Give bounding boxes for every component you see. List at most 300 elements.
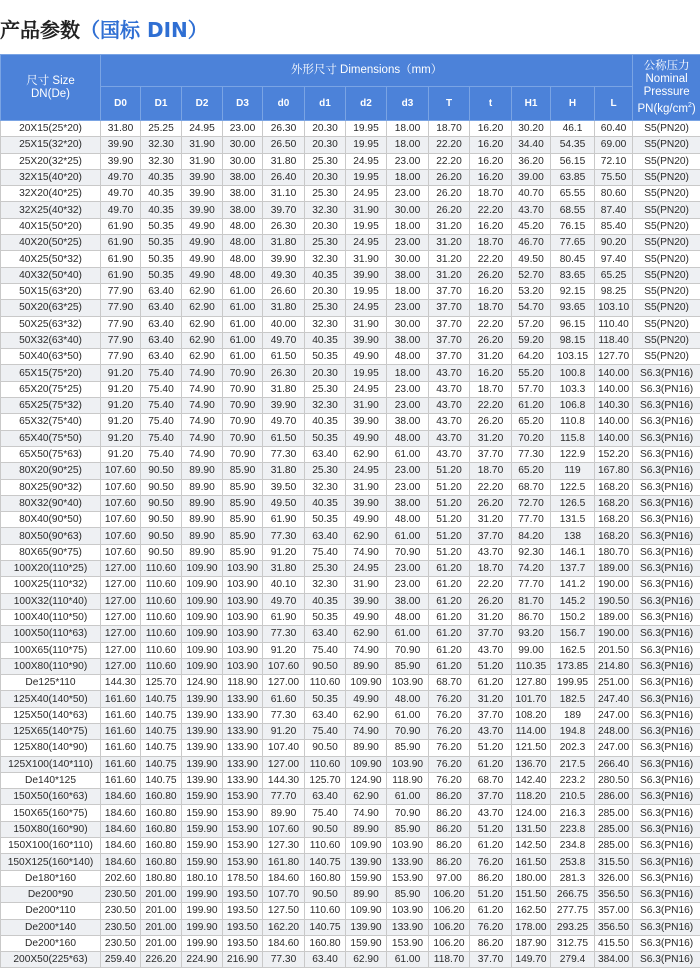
dim-cell-d3: 133.90 bbox=[223, 707, 263, 723]
pressure-cell: S6.3(PN16) bbox=[633, 903, 700, 919]
dim-cell-d3: 48.00 bbox=[387, 349, 429, 365]
size-cell: 40X25(50*32) bbox=[1, 251, 101, 267]
pressure-cell: S5(PN20) bbox=[633, 267, 700, 283]
dim-cell-d2: 31.90 bbox=[346, 398, 387, 414]
dim-cell-h1: 49.50 bbox=[512, 251, 551, 267]
dim-cell-h: 83.65 bbox=[551, 267, 595, 283]
dim-cell-d0: 127.00 bbox=[263, 675, 305, 691]
dim-cell-d0: 184.60 bbox=[101, 854, 141, 870]
table-row bbox=[1, 398, 700, 414]
dim-cell-t: 51.20 bbox=[429, 495, 470, 511]
dim-cell-d2: 89.90 bbox=[182, 495, 223, 511]
dim-cell-l: 247.40 bbox=[595, 691, 633, 707]
dim-cell-t: 31.20 bbox=[429, 218, 470, 234]
size-cell: De125*110 bbox=[1, 675, 101, 691]
dim-cell-d3: 193.50 bbox=[223, 935, 263, 951]
dim-cell-t: 22.20 bbox=[470, 316, 512, 332]
size-cell: 65X15(75*20) bbox=[1, 365, 101, 381]
dim-cell-d3: 38.00 bbox=[387, 495, 429, 511]
dim-cell-d3: 85.90 bbox=[387, 886, 429, 902]
dim-cell-d3: 103.90 bbox=[223, 577, 263, 593]
pressure-cell: S5(PN20) bbox=[633, 349, 700, 365]
dim-cell-d0: 40.10 bbox=[263, 577, 305, 593]
table-row bbox=[1, 707, 700, 723]
dim-cell-d3: 23.00 bbox=[387, 479, 429, 495]
dim-cell-t: 43.70 bbox=[470, 723, 512, 739]
dim-cell-d3: 38.00 bbox=[387, 332, 429, 348]
dim-cell-d1: 160.80 bbox=[141, 838, 182, 854]
dim-cell-d1: 40.35 bbox=[305, 414, 346, 430]
dim-cell-h1: 110.35 bbox=[512, 658, 551, 674]
size-cell: 125X40(140*50) bbox=[1, 691, 101, 707]
dim-cell-l: 247.00 bbox=[595, 707, 633, 723]
dim-cell-d2: 19.95 bbox=[346, 218, 387, 234]
column-header-d3: d3 bbox=[387, 87, 429, 121]
dim-cell-h1: 124.00 bbox=[512, 805, 551, 821]
dim-cell-h: 54.35 bbox=[551, 137, 595, 153]
dim-cell-l: 280.50 bbox=[595, 772, 633, 788]
table-row bbox=[1, 365, 700, 381]
dim-cell-d2: 109.90 bbox=[182, 593, 223, 609]
dim-cell-d1: 226.20 bbox=[141, 952, 182, 968]
dim-cell-d3: 118.90 bbox=[223, 675, 263, 691]
dim-cell-t: 43.70 bbox=[470, 544, 512, 560]
dim-cell-l: 190.00 bbox=[595, 626, 633, 642]
header-pressure-unit-exp: 2 bbox=[687, 101, 692, 109]
size-cell: 65X32(75*40) bbox=[1, 414, 101, 430]
dim-cell-d1: 75.40 bbox=[305, 544, 346, 560]
column-header-row bbox=[1, 87, 700, 121]
dim-cell-d0: 49.70 bbox=[101, 169, 141, 185]
dim-cell-d1: 63.40 bbox=[141, 332, 182, 348]
dim-cell-t: 61.20 bbox=[429, 561, 470, 577]
dim-cell-t: 37.70 bbox=[470, 528, 512, 544]
dim-cell-d1: 40.35 bbox=[305, 495, 346, 511]
dim-cell-d1: 90.50 bbox=[305, 821, 346, 837]
size-cell: 65X20(75*25) bbox=[1, 381, 101, 397]
column-header-l: L bbox=[595, 87, 633, 121]
dim-cell-h: 96.15 bbox=[551, 316, 595, 332]
dim-cell-d3: 70.90 bbox=[223, 365, 263, 381]
dim-cell-t: 26.20 bbox=[470, 414, 512, 430]
size-cell: 50X25(63*32) bbox=[1, 316, 101, 332]
dim-cell-h1: 101.70 bbox=[512, 691, 551, 707]
dim-cell-t: 22.20 bbox=[470, 398, 512, 414]
dim-cell-l: 72.10 bbox=[595, 153, 633, 169]
pressure-cell: S5(PN20) bbox=[633, 332, 700, 348]
dim-cell-d1: 32.30 bbox=[305, 577, 346, 593]
dim-cell-d1: 110.60 bbox=[141, 658, 182, 674]
dim-cell-d3: 48.00 bbox=[387, 430, 429, 446]
dim-cell-d2: 19.95 bbox=[346, 283, 387, 299]
dim-cell-d2: 89.90 bbox=[346, 821, 387, 837]
dim-cell-h: 162.5 bbox=[551, 642, 595, 658]
dim-cell-d3: 48.00 bbox=[223, 218, 263, 234]
dim-cell-h1: 36.20 bbox=[512, 153, 551, 169]
dim-cell-d0: 26.40 bbox=[263, 169, 305, 185]
dim-cell-h: 216.3 bbox=[551, 805, 595, 821]
dim-cell-d0: 230.50 bbox=[101, 903, 141, 919]
dim-cell-d1: 201.00 bbox=[141, 919, 182, 935]
table-row bbox=[1, 316, 700, 332]
dim-cell-d2: 199.90 bbox=[182, 903, 223, 919]
dim-cell-t: 22.20 bbox=[470, 202, 512, 218]
dim-cell-t: 51.20 bbox=[470, 821, 512, 837]
dim-cell-t: 26.20 bbox=[470, 332, 512, 348]
pressure-cell: S6.3(PN16) bbox=[633, 512, 700, 528]
size-cell: 80X65(90*75) bbox=[1, 544, 101, 560]
dim-cell-d2: 89.90 bbox=[182, 528, 223, 544]
dim-cell-h1: 86.70 bbox=[512, 609, 551, 625]
dim-cell-d2: 31.90 bbox=[346, 251, 387, 267]
dim-cell-t: 18.70 bbox=[470, 561, 512, 577]
dim-cell-d3: 38.00 bbox=[387, 593, 429, 609]
dim-cell-l: 286.00 bbox=[595, 789, 633, 805]
dim-cell-d1: 75.40 bbox=[141, 365, 182, 381]
dim-cell-h: 312.75 bbox=[551, 935, 595, 951]
pressure-cell: S6.3(PN16) bbox=[633, 756, 700, 772]
dim-cell-d1: 140.75 bbox=[141, 740, 182, 756]
dim-cell-t: 76.20 bbox=[470, 919, 512, 935]
dim-cell-d0: 77.30 bbox=[263, 952, 305, 968]
dim-cell-t: 31.20 bbox=[470, 512, 512, 528]
table-row bbox=[1, 609, 700, 625]
pressure-cell: S6.3(PN16) bbox=[633, 446, 700, 462]
size-cell: De200*110 bbox=[1, 903, 101, 919]
dim-cell-l: 201.50 bbox=[595, 642, 633, 658]
dim-cell-l: 266.40 bbox=[595, 756, 633, 772]
dim-cell-t: 106.20 bbox=[429, 919, 470, 935]
dim-cell-d0: 91.20 bbox=[101, 365, 141, 381]
dim-cell-d3: 70.90 bbox=[223, 414, 263, 430]
dim-cell-d0: 91.20 bbox=[101, 430, 141, 446]
dim-cell-d3: 103.90 bbox=[387, 756, 429, 772]
dim-cell-d0: 91.20 bbox=[263, 642, 305, 658]
dim-cell-l: 167.80 bbox=[595, 463, 633, 479]
dim-cell-d0: 91.20 bbox=[101, 446, 141, 462]
dim-cell-l: 248.00 bbox=[595, 723, 633, 739]
dim-cell-d2: 109.90 bbox=[182, 577, 223, 593]
dim-cell-h: 150.2 bbox=[551, 609, 595, 625]
table-row bbox=[1, 121, 700, 137]
dim-cell-d0: 91.20 bbox=[101, 414, 141, 430]
dim-cell-d1: 40.35 bbox=[141, 202, 182, 218]
dim-cell-h: 210.5 bbox=[551, 789, 595, 805]
dim-cell-d2: 62.90 bbox=[346, 626, 387, 642]
dim-cell-d1: 40.35 bbox=[141, 169, 182, 185]
dim-cell-d2: 139.90 bbox=[182, 691, 223, 707]
dim-cell-d1: 75.40 bbox=[305, 723, 346, 739]
table-row bbox=[1, 283, 700, 299]
dim-cell-h1: 43.70 bbox=[512, 202, 551, 218]
pressure-cell: S6.3(PN16) bbox=[633, 740, 700, 756]
dim-cell-t: 31.20 bbox=[470, 609, 512, 625]
dim-cell-h: 131.5 bbox=[551, 512, 595, 528]
dim-cell-h1: 74.20 bbox=[512, 561, 551, 577]
size-cell: 25X15(32*20) bbox=[1, 137, 101, 153]
header-dimensions: 外形尺寸 Dimensions（mm） bbox=[101, 55, 633, 87]
dim-cell-d0: 61.90 bbox=[101, 267, 141, 283]
dim-cell-d2: 31.90 bbox=[182, 137, 223, 153]
dim-cell-d0: 161.60 bbox=[101, 740, 141, 756]
dim-cell-t: 22.20 bbox=[470, 479, 512, 495]
dim-cell-d0: 77.30 bbox=[263, 626, 305, 642]
dim-cell-l: 168.20 bbox=[595, 512, 633, 528]
pressure-cell: S6.3(PN16) bbox=[633, 642, 700, 658]
dim-cell-t: 22.20 bbox=[470, 577, 512, 593]
dim-cell-t: 61.20 bbox=[429, 577, 470, 593]
dim-cell-d2: 39.90 bbox=[182, 169, 223, 185]
size-cell: 100X32(110*40) bbox=[1, 593, 101, 609]
dim-cell-d2: 89.90 bbox=[346, 886, 387, 902]
dim-cell-t: 31.20 bbox=[429, 251, 470, 267]
dim-cell-d3: 61.00 bbox=[223, 332, 263, 348]
dim-cell-t: 43.70 bbox=[429, 430, 470, 446]
dim-cell-h1: 59.20 bbox=[512, 332, 551, 348]
size-cell: 40X32(50*40) bbox=[1, 267, 101, 283]
dim-cell-d1: 90.50 bbox=[141, 495, 182, 511]
dim-cell-d3: 70.90 bbox=[223, 430, 263, 446]
pressure-cell: S6.3(PN16) bbox=[633, 675, 700, 691]
dim-cell-h: 277.75 bbox=[551, 903, 595, 919]
dim-cell-l: 190.50 bbox=[595, 593, 633, 609]
dim-cell-d2: 139.90 bbox=[182, 772, 223, 788]
dim-cell-d2: 31.90 bbox=[346, 479, 387, 495]
dim-cell-d0: 107.60 bbox=[101, 544, 141, 560]
dim-cell-d2: 139.90 bbox=[346, 919, 387, 935]
dim-cell-t: 16.20 bbox=[470, 283, 512, 299]
dim-cell-d1: 32.30 bbox=[305, 251, 346, 267]
dim-cell-d0: 39.90 bbox=[101, 153, 141, 169]
dim-cell-t: 37.70 bbox=[470, 707, 512, 723]
pressure-cell: S6.3(PN16) bbox=[633, 691, 700, 707]
dim-cell-h: 106.8 bbox=[551, 398, 595, 414]
dim-cell-d1: 32.30 bbox=[305, 202, 346, 218]
dim-cell-d0: 161.80 bbox=[263, 854, 305, 870]
dim-cell-t: 51.20 bbox=[429, 528, 470, 544]
dim-cell-d1: 25.25 bbox=[141, 121, 182, 137]
dim-cell-h: 194.8 bbox=[551, 723, 595, 739]
dim-cell-d0: 91.20 bbox=[263, 544, 305, 560]
table-row bbox=[1, 512, 700, 528]
dim-cell-d3: 70.90 bbox=[387, 805, 429, 821]
dim-cell-d2: 31.90 bbox=[346, 316, 387, 332]
dim-cell-d3: 61.00 bbox=[387, 446, 429, 462]
dim-cell-h1: 114.00 bbox=[512, 723, 551, 739]
dim-cell-d2: 109.90 bbox=[182, 642, 223, 658]
dim-cell-l: 97.40 bbox=[595, 251, 633, 267]
dim-cell-d2: 62.90 bbox=[182, 283, 223, 299]
dim-cell-l: 90.20 bbox=[595, 235, 633, 251]
dim-cell-d2: 74.90 bbox=[182, 381, 223, 397]
table-row bbox=[1, 186, 700, 202]
dim-cell-d2: 49.90 bbox=[346, 691, 387, 707]
dim-cell-d3: 61.00 bbox=[387, 789, 429, 805]
table-row bbox=[1, 919, 700, 935]
dim-cell-d0: 127.50 bbox=[263, 903, 305, 919]
dim-cell-d1: 90.50 bbox=[141, 463, 182, 479]
dim-cell-l: 87.40 bbox=[595, 202, 633, 218]
dim-cell-h: 76.15 bbox=[551, 218, 595, 234]
pressure-cell: S6.3(PN16) bbox=[633, 658, 700, 674]
dim-cell-t: 86.20 bbox=[429, 805, 470, 821]
table-row bbox=[1, 691, 700, 707]
size-cell: 80X40(90*50) bbox=[1, 512, 101, 528]
dim-cell-d1: 20.30 bbox=[305, 283, 346, 299]
dim-cell-t: 37.70 bbox=[429, 332, 470, 348]
dim-cell-t: 16.20 bbox=[470, 169, 512, 185]
dim-cell-d3: 103.90 bbox=[223, 609, 263, 625]
pressure-cell: S6.3(PN16) bbox=[633, 854, 700, 870]
dim-cell-d0: 77.90 bbox=[101, 316, 141, 332]
table-row bbox=[1, 332, 700, 348]
dim-cell-l: 356.50 bbox=[595, 886, 633, 902]
table-row bbox=[1, 886, 700, 902]
dim-cell-t: 106.20 bbox=[429, 886, 470, 902]
table-row bbox=[1, 137, 700, 153]
table-row bbox=[1, 495, 700, 511]
dim-cell-d0: 39.90 bbox=[263, 251, 305, 267]
dim-cell-l: 168.20 bbox=[595, 528, 633, 544]
dim-cell-t: 22.20 bbox=[470, 251, 512, 267]
dim-cell-d2: 74.90 bbox=[182, 414, 223, 430]
dim-cell-d3: 23.00 bbox=[387, 398, 429, 414]
dim-cell-d0: 184.60 bbox=[101, 789, 141, 805]
column-header-d3: D3 bbox=[223, 87, 263, 121]
dim-cell-d0: 26.30 bbox=[263, 365, 305, 381]
dim-cell-d3: 61.00 bbox=[387, 626, 429, 642]
dim-cell-d0: 230.50 bbox=[101, 919, 141, 935]
dim-cell-t: 43.70 bbox=[429, 446, 470, 462]
dim-cell-d1: 201.00 bbox=[141, 903, 182, 919]
dim-cell-t: 68.70 bbox=[470, 772, 512, 788]
dim-cell-d1: 110.60 bbox=[141, 609, 182, 625]
dim-cell-d3: 133.90 bbox=[387, 854, 429, 870]
table-row bbox=[1, 870, 700, 886]
dim-cell-h1: 53.20 bbox=[512, 283, 551, 299]
pressure-cell: S6.3(PN16) bbox=[633, 544, 700, 560]
dim-cell-h: 56.15 bbox=[551, 153, 595, 169]
dim-cell-d0: 127.00 bbox=[101, 642, 141, 658]
dim-cell-d2: 39.90 bbox=[346, 267, 387, 283]
dim-cell-l: 140.00 bbox=[595, 381, 633, 397]
pressure-cell: S6.3(PN16) bbox=[633, 935, 700, 951]
dim-cell-d3: 70.90 bbox=[223, 446, 263, 462]
dim-cell-d2: 124.90 bbox=[182, 675, 223, 691]
dim-cell-d0: 127.00 bbox=[101, 593, 141, 609]
dim-cell-d0: 26.50 bbox=[263, 137, 305, 153]
table-row bbox=[1, 935, 700, 951]
table-row bbox=[1, 349, 700, 365]
dim-cell-h: 122.5 bbox=[551, 479, 595, 495]
dim-cell-d2: 89.90 bbox=[182, 544, 223, 560]
dim-cell-l: 103.10 bbox=[595, 300, 633, 316]
dim-cell-d3: 48.00 bbox=[387, 609, 429, 625]
dim-cell-d3: 48.00 bbox=[223, 267, 263, 283]
dim-cell-d1: 75.40 bbox=[305, 805, 346, 821]
size-cell: 125X100(140*110) bbox=[1, 756, 101, 772]
dim-cell-d0: 162.20 bbox=[263, 919, 305, 935]
dim-cell-d1: 75.40 bbox=[141, 398, 182, 414]
pressure-cell: S6.3(PN16) bbox=[633, 870, 700, 886]
dim-cell-d3: 85.90 bbox=[223, 479, 263, 495]
dim-cell-d2: 24.95 bbox=[182, 121, 223, 137]
table-row bbox=[1, 577, 700, 593]
dim-cell-d3: 70.90 bbox=[387, 723, 429, 739]
dim-cell-d1: 110.60 bbox=[141, 593, 182, 609]
dim-cell-d2: 124.90 bbox=[346, 772, 387, 788]
dim-cell-l: 65.25 bbox=[595, 267, 633, 283]
dim-cell-h1: 178.00 bbox=[512, 919, 551, 935]
dim-cell-d0: 91.20 bbox=[101, 381, 141, 397]
dim-cell-d3: 153.90 bbox=[223, 821, 263, 837]
dim-cell-d1: 50.35 bbox=[141, 235, 182, 251]
dim-cell-d3: 133.90 bbox=[223, 740, 263, 756]
dim-cell-d0: 184.60 bbox=[263, 935, 305, 951]
dim-cell-t: 37.70 bbox=[470, 952, 512, 968]
dim-cell-d3: 23.00 bbox=[387, 463, 429, 479]
dim-cell-d1: 25.30 bbox=[305, 235, 346, 251]
table-row bbox=[1, 479, 700, 495]
size-cell: De200*160 bbox=[1, 935, 101, 951]
dim-cell-d3: 85.90 bbox=[387, 740, 429, 756]
dim-cell-t: 118.70 bbox=[429, 952, 470, 968]
dim-cell-d1: 90.50 bbox=[305, 886, 346, 902]
column-header-d1: D1 bbox=[141, 87, 182, 121]
dim-cell-d3: 61.00 bbox=[223, 316, 263, 332]
dim-cell-d3: 85.90 bbox=[223, 495, 263, 511]
dim-cell-d2: 159.90 bbox=[182, 789, 223, 805]
dim-cell-d3: 70.90 bbox=[223, 398, 263, 414]
table-row bbox=[1, 658, 700, 674]
dim-cell-h: 93.65 bbox=[551, 300, 595, 316]
dim-cell-l: 140.00 bbox=[595, 414, 633, 430]
dim-cell-d0: 184.60 bbox=[263, 870, 305, 886]
dim-cell-t: 86.20 bbox=[429, 789, 470, 805]
dim-cell-h: 293.25 bbox=[551, 919, 595, 935]
dim-cell-d1: 90.50 bbox=[141, 528, 182, 544]
dim-cell-t: 106.20 bbox=[429, 935, 470, 951]
dim-cell-l: 60.40 bbox=[595, 121, 633, 137]
dim-cell-d2: 159.90 bbox=[182, 821, 223, 837]
dim-cell-d1: 110.60 bbox=[305, 903, 346, 919]
dim-cell-h: 137.7 bbox=[551, 561, 595, 577]
dim-cell-d0: 127.00 bbox=[101, 658, 141, 674]
dim-cell-d2: 74.90 bbox=[182, 446, 223, 462]
size-cell: 150X65(160*75) bbox=[1, 805, 101, 821]
table-row bbox=[1, 267, 700, 283]
dim-cell-d1: 110.60 bbox=[305, 838, 346, 854]
dim-cell-d2: 159.90 bbox=[182, 854, 223, 870]
dim-cell-d2: 49.90 bbox=[182, 267, 223, 283]
table-row bbox=[1, 218, 700, 234]
dim-cell-t: 43.70 bbox=[429, 381, 470, 397]
dim-cell-l: 127.70 bbox=[595, 349, 633, 365]
dim-cell-d0: 39.50 bbox=[263, 479, 305, 495]
dim-cell-d3: 103.90 bbox=[223, 593, 263, 609]
dim-cell-h: 202.3 bbox=[551, 740, 595, 756]
dim-cell-l: 80.60 bbox=[595, 186, 633, 202]
dim-cell-d3: 153.90 bbox=[223, 805, 263, 821]
dim-cell-d0: 107.70 bbox=[263, 886, 305, 902]
dim-cell-d1: 63.40 bbox=[141, 300, 182, 316]
dim-cell-d2: 159.90 bbox=[182, 805, 223, 821]
table-row bbox=[1, 789, 700, 805]
table-row bbox=[1, 854, 700, 870]
dim-cell-d0: 107.60 bbox=[263, 658, 305, 674]
dim-cell-t: 68.70 bbox=[429, 675, 470, 691]
dim-cell-t: 26.20 bbox=[470, 495, 512, 511]
